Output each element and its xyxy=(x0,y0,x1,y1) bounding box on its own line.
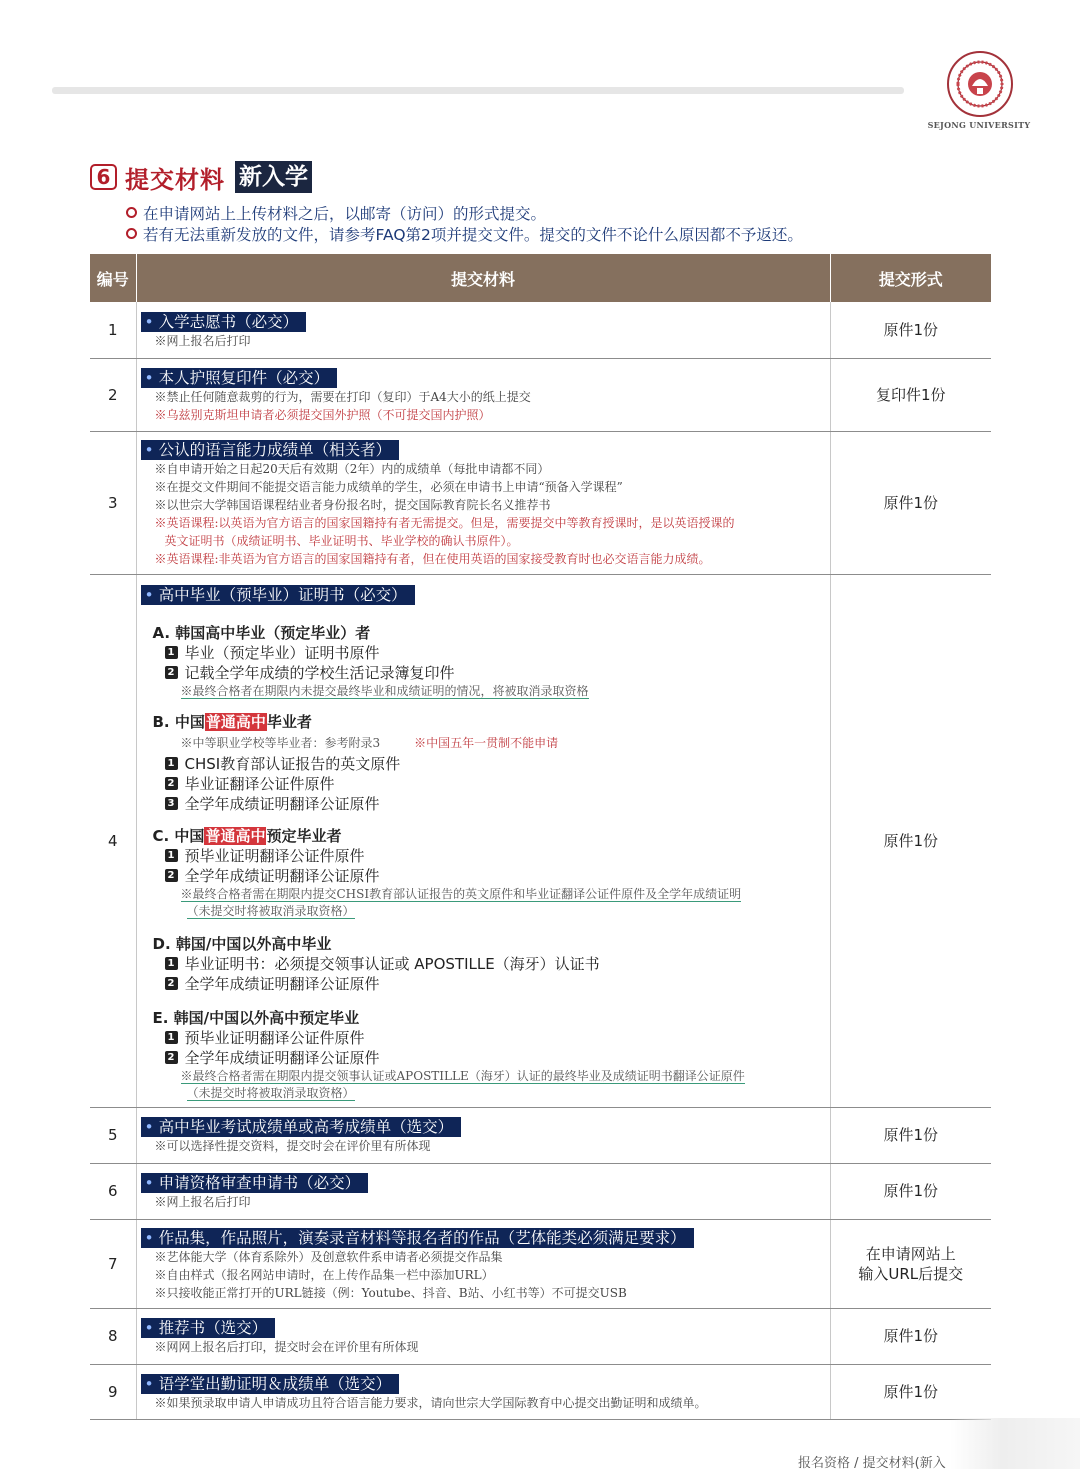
ring-bullet-icon xyxy=(126,228,137,239)
material-note: ※只接收能正常打开的URL链接（例：Youtube、抖音、B站、小红书等）不可提交USB xyxy=(154,1285,627,1300)
group-note: （未提交时将被取消录取资格） xyxy=(186,1085,355,1100)
list-item: 1 CHSI教育部认证报告的英文原件 xyxy=(153,754,830,774)
row-number: 3 xyxy=(90,431,136,574)
material-title: • 公认的语言能力成绩单（相关者） xyxy=(141,440,400,460)
material-note: ※禁止任何随意裁剪的行为，需要在打印（复印）于A4大小的纸上提交 xyxy=(154,389,531,404)
material-note: ※艺体能大学（体育系除外）及创意软件系申请者必须提交作品集 xyxy=(154,1249,503,1264)
material-title: • 本人护照复印件（必交） xyxy=(141,368,338,388)
table-row xyxy=(90,1219,991,1308)
row-form: 原件1份 xyxy=(830,574,991,1107)
material-title: • 高中毕业（预毕业）证明书（必交） xyxy=(141,585,415,605)
group-d xyxy=(141,934,830,994)
list-item: 3 全学年成绩证明翻译公证原件 xyxy=(153,794,830,814)
row-number: 4 xyxy=(90,574,136,1107)
list-item: 2 毕业证翻译公证件原件 xyxy=(153,774,830,794)
note-item: 若有无法重新发放的文件，请参考FAQ第2项并提交文件。提交的文件不论什么原因都不予返还。 xyxy=(126,223,803,244)
row-number: 5 xyxy=(90,1107,136,1163)
number-1-icon: 1 xyxy=(165,957,178,970)
row-number: 9 xyxy=(90,1364,136,1419)
row-content xyxy=(136,1107,830,1163)
number-2-icon: 2 xyxy=(165,1051,178,1064)
table-row xyxy=(90,1364,991,1419)
list-item: 1 预毕业证明翻译公证件原件 xyxy=(153,1028,830,1048)
group-note: ※最终合格者在期限内未提交最终毕业和成绩证明的情况，将被取消录取资格 xyxy=(180,683,589,698)
group-title: B. 中国普通高中毕业者 xyxy=(152,712,312,731)
section-badge: 新入学 xyxy=(235,161,312,193)
table-row xyxy=(90,431,991,574)
table-row xyxy=(90,302,991,358)
row-form: 原件1份 xyxy=(830,1308,991,1364)
number-2-icon: 2 xyxy=(165,666,178,679)
list-item: 1 毕业证明书：必须提交领事认证或 APOSTILLE（海牙）认证书 xyxy=(153,954,830,974)
group-note: ※最终合格者需在期限内提交CHSI教育部认证报告的英文原件和毕业证翻译公证件原件及全学年成绩证明 xyxy=(180,886,742,901)
list-item: 2 全学年成绩证明翻译公证原件 xyxy=(153,1048,830,1068)
section-notes xyxy=(126,202,803,244)
footer-breadcrumb: 报名资格 / 提交材料(新入 xyxy=(798,1456,946,1471)
material-note-red: ※英语课程:非英语为官方语言的国家国籍持有者，但在使用英语的国家接受教育时也必交语言能力成绩。 xyxy=(154,551,711,566)
material-title: • 申请资格审查申请书（必交） xyxy=(141,1173,369,1193)
section-title: 提交材料 xyxy=(125,165,225,194)
material-note: ※如果预录取申请人申请成功且符合语言能力要求，请向世宗大学国际教育中心提交出勤证明和成绩单。 xyxy=(154,1395,707,1410)
table-row xyxy=(90,358,991,431)
ring-bullet-icon xyxy=(126,207,137,218)
table-row xyxy=(90,1308,991,1364)
material-title: • 语学堂出勤证明＆成绩单（选交） xyxy=(141,1374,400,1394)
row-number: 8 xyxy=(90,1308,136,1364)
note-item: 在申请网站上上传材料之后，以邮寄（访问）的形式提交。 xyxy=(126,202,803,223)
row-form: 原件1份 xyxy=(830,302,991,358)
row-content xyxy=(136,574,830,1107)
group-title: E. 韩国/中国以外高中预定毕业 xyxy=(152,1008,360,1027)
row-form: 原件1份 xyxy=(830,1364,991,1419)
material-note: ※网上报名后打印 xyxy=(154,1195,251,1209)
number-1-icon: 1 xyxy=(165,849,178,862)
material-note: ※自由样式（报名网站申请时，在上传作品集一栏中添加URL） xyxy=(154,1267,494,1282)
group-e xyxy=(141,1008,830,1102)
number-2-icon: 2 xyxy=(165,869,178,882)
row-form: 原件1份 xyxy=(830,1107,991,1163)
number-1-icon: 1 xyxy=(165,1031,178,1044)
material-note: ※网网上报名后打印，提交时会在评价里有所体现 xyxy=(154,1340,419,1354)
material-note-red: ※英语课程:以英语为官方语言的国家国籍持有者无需提交。但是，需要提交中等教育授课时，是以英语授课的 xyxy=(154,515,735,530)
group-title: C. 中国普通高中预定毕业者 xyxy=(152,826,342,845)
group-a xyxy=(141,623,830,700)
material-note: ※在提交文件期间不能提交语言能力成绩单的学生，必须在申请书上申请“预备入学课程” xyxy=(154,479,623,494)
section-header xyxy=(90,160,312,194)
material-note-red: 英文证明书（成绩证明书、毕业证明书、毕业学校的确认书原件）。 xyxy=(164,533,519,548)
material-note-red: ※乌兹别克斯坦申请者必须提交国外护照（不可提交国内护照） xyxy=(154,407,491,422)
row-form: 复印件1份 xyxy=(830,358,991,431)
number-2-icon: 2 xyxy=(165,977,178,990)
row-form: 原件1份 xyxy=(830,431,991,574)
row-number: 7 xyxy=(90,1219,136,1308)
group-title: D. 韩国/中国以外高中毕业 xyxy=(152,934,332,953)
row-content xyxy=(136,1308,830,1364)
group-b xyxy=(141,712,830,814)
number-1-icon: 1 xyxy=(165,757,178,770)
row-content xyxy=(136,358,830,431)
table-row xyxy=(90,574,991,1107)
group-c xyxy=(141,826,830,920)
material-note: ※自申请开始之日起20天后有效期（2年）内的成绩单（每批申请都不同） xyxy=(154,461,550,476)
row-content xyxy=(136,1364,830,1419)
page-curl-shadow xyxy=(950,1418,1080,1469)
group-note: （未提交时将被取消录取资格） xyxy=(186,903,355,918)
group-note: ※最终合格者需在期限内提交领事认证或APOSTILLE（海牙）认证的最终毕业及成绩证明书翻译公证原件 xyxy=(180,1068,745,1083)
row-form: 在申请网站上 输入URL后提交 xyxy=(830,1219,991,1308)
row-content xyxy=(136,1163,830,1219)
university-seal-icon xyxy=(946,50,1014,118)
group-note: ※中等职业学校等毕业者：参考附录3 ※中国五年一贯制不能申请 xyxy=(180,735,559,750)
list-item: 1 毕业（预定毕业）证明书原件 xyxy=(153,643,830,663)
group-title: A. 韩国高中毕业（预定毕业）者 xyxy=(152,623,371,642)
header-material: 提交材料 xyxy=(136,254,830,302)
row-number: 2 xyxy=(90,358,136,431)
list-item: 2 全学年成绩证明翻译公证原件 xyxy=(153,974,830,994)
header-form: 提交形式 xyxy=(830,254,991,302)
top-divider xyxy=(52,87,904,94)
table-header-row xyxy=(90,254,991,302)
number-3-icon: 3 xyxy=(165,797,178,810)
list-item: 1 预毕业证明翻译公证件原件 xyxy=(153,846,830,866)
row-content xyxy=(136,302,830,358)
row-form: 原件1份 xyxy=(830,1163,991,1219)
number-1-icon: 1 xyxy=(165,646,178,659)
list-item: 2 记载全学年成绩的学校生活记录簿复印件 xyxy=(153,663,830,683)
header-num: 编号 xyxy=(90,254,136,302)
material-note: ※网上报名后打印 xyxy=(154,333,251,348)
section-number: 6 xyxy=(90,164,117,190)
materials-table xyxy=(90,254,991,1420)
material-note: ※以世宗大学韩国语课程结业者身份报名时，提交国际教育院长名义推荐书 xyxy=(154,497,551,512)
logo-text: SEJONG UNIVERSITY xyxy=(927,120,1031,130)
material-title: • 推荐书（选交） xyxy=(141,1318,276,1338)
material-title: • 高中毕业考试成绩单或高考成绩单（选交） xyxy=(141,1117,462,1137)
row-content xyxy=(136,1219,830,1308)
table-row xyxy=(90,1163,991,1219)
list-item: 2 全学年成绩证明翻译公证原件 xyxy=(153,866,830,886)
row-number: 6 xyxy=(90,1163,136,1219)
table-row xyxy=(90,1107,991,1163)
row-content xyxy=(136,431,830,574)
number-2-icon: 2 xyxy=(165,777,178,790)
material-title: • 作品集，作品照片，演奏录音材料等报名者的作品（艺体能类必须满足要求） xyxy=(141,1228,694,1248)
material-note: ※可以选择性提交资料，提交时会在评价里有所体现 xyxy=(154,1139,431,1153)
row-number: 1 xyxy=(90,302,136,358)
material-title: • 入学志愿书（必交） xyxy=(141,312,307,332)
